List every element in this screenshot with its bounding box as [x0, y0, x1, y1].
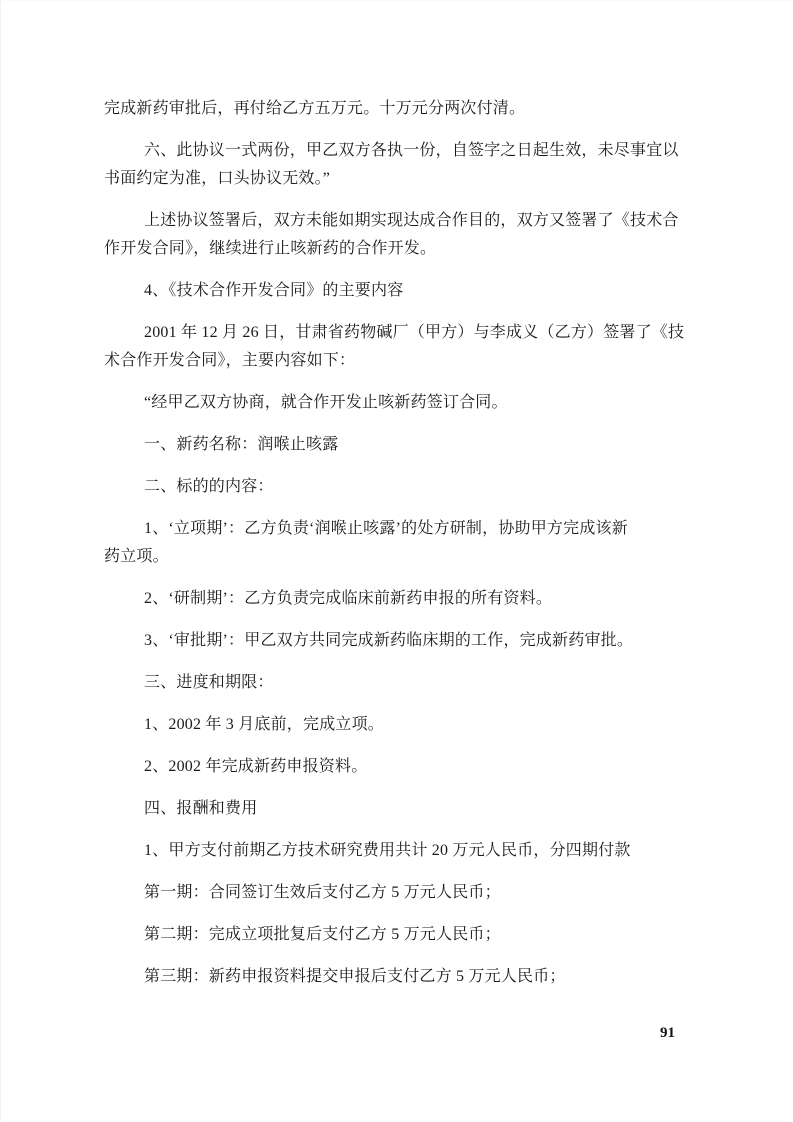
- document-body: [104, 95, 684, 1005]
- page-number: 91: [660, 1025, 675, 1041]
- paragraph: [104, 711, 684, 739]
- paragraph: [104, 431, 684, 459]
- text-line: 3、‘审批期’：甲乙双方共同完成新药临床期的工作，完成新药审批。: [144, 632, 634, 649]
- text-line: 1、‘立项期’：乙方负责‘润喉止咳露’的处方研制，协助甲方完成该新: [144, 520, 628, 537]
- text-line: 四、报酬和费用: [144, 800, 258, 817]
- paragraph: [104, 319, 684, 375]
- paragraph: [104, 207, 684, 263]
- paragraph: [104, 921, 684, 949]
- text-line: “经甲乙双方协商，就合作开发止咳新药签订合同。: [144, 394, 508, 411]
- text-line: 三、进度和期限：: [144, 674, 274, 691]
- paragraph: [104, 669, 684, 697]
- paragraph: [104, 277, 684, 305]
- text-line: 六、此协议一式两份，甲乙双方各执一份，自签字之日起生效，未尽事宜以: [144, 142, 679, 159]
- text-line: 书面约定为准，口头协议无效。”: [104, 170, 331, 187]
- paragraph: [104, 389, 684, 417]
- text-line: 作开发合同》，继续进行止咳新药的合作开发。: [104, 240, 437, 257]
- paragraph: [104, 627, 684, 655]
- text-line: 4、《技术合作开发合同》的主要内容: [144, 282, 404, 299]
- text-line: 术合作开发合同》，主要内容如下：: [104, 352, 356, 369]
- paragraph: [104, 473, 684, 501]
- text-line: 1、甲方支付前期乙方技术研究费用共计 20 万元人民币，分四期付款: [144, 842, 631, 859]
- paragraph: [104, 515, 684, 571]
- text-line: 二、标的的内容：: [144, 478, 274, 495]
- text-line: 完成新药审批后，再付给乙方五万元。十万元分两次付清。: [104, 100, 526, 117]
- paragraph: [104, 585, 684, 613]
- paragraph: [104, 963, 684, 991]
- paragraph: [104, 753, 684, 781]
- text-line: 第二期：完成立项批复后支付乙方 5 万元人民币；: [144, 926, 501, 943]
- text-line: 上述协议签署后，双方未能如期实现达成合作目的，双方又签署了《技术合: [144, 212, 679, 229]
- paragraph: [104, 837, 684, 865]
- text-line: 第一期：合同签订生效后支付乙方 5 万元人民币；: [144, 884, 501, 901]
- text-line: 一、新药名称：润喉止咳露: [144, 436, 339, 453]
- paragraph: [104, 137, 684, 193]
- text-line: 第三期：新药申报资料提交申报后支付乙方 5 万元人民币；: [144, 968, 566, 985]
- text-line: 2、‘研制期’：乙方负责完成临床前新药申报的所有资料。: [144, 590, 553, 607]
- text-line: 1、2002 年 3 月底前，完成立项。: [144, 716, 385, 733]
- text-line: 药立项。: [104, 548, 169, 565]
- paragraph: [104, 879, 684, 907]
- text-line: 2、2002 年完成新药申报资料。: [144, 758, 368, 775]
- text-line: 2001 年 12 月 26 日，甘肃省药物碱厂（甲方）与李成义（乙方）签署了《技: [144, 324, 685, 341]
- paragraph: [104, 795, 684, 823]
- paragraph: [104, 95, 684, 123]
